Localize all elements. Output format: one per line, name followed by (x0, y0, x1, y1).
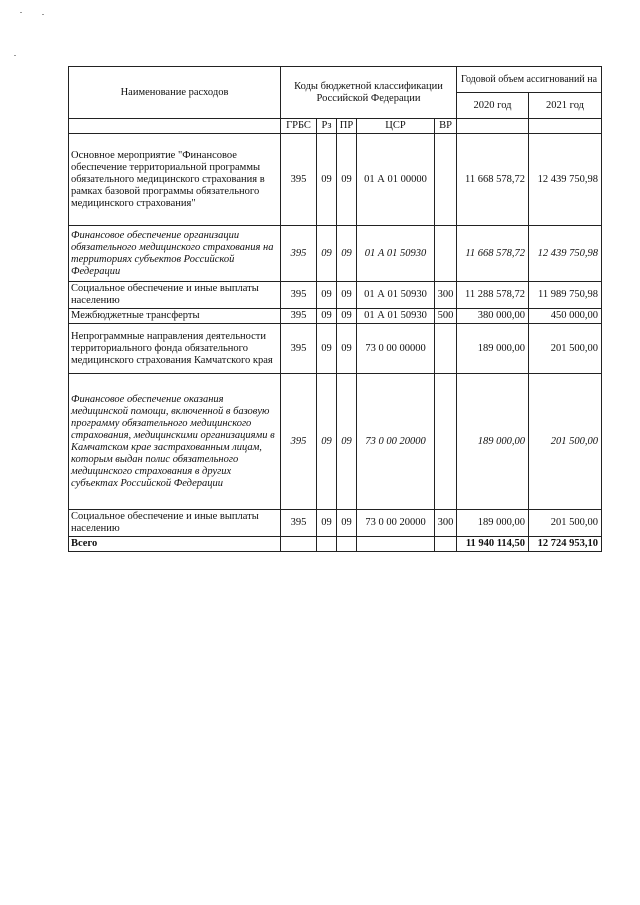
cell-name: Социальное обеспечение и иные выплаты населению (69, 282, 281, 309)
cell-grbs: 395 (281, 510, 317, 537)
cell-vr: 300 (435, 510, 457, 537)
cell-csr: 01 А 01 50930 (357, 226, 435, 282)
cell-grbs: 395 (281, 282, 317, 309)
total-empty (317, 537, 337, 552)
cell-y2020: 189 000,00 (457, 510, 529, 537)
cell-pr: 09 (337, 324, 357, 374)
cell-y2021: 12 439 750,98 (529, 134, 602, 226)
cell-rz: 09 (317, 374, 337, 510)
cell-name: Основное мероприятие "Финансовое обеспечение территориальной программы обязательного медицинского страхования в рамках базовой программы обязательного медицинского страхования" (69, 134, 281, 226)
cell-csr: 73 0 00 00000 (357, 324, 435, 374)
cell-y2021: 201 500,00 (529, 374, 602, 510)
cell-grbs: 395 (281, 226, 317, 282)
scan-speck (20, 12, 22, 13)
total-label: Всего (69, 537, 281, 552)
cell-csr: 73 0 00 20000 (357, 374, 435, 510)
table-row (69, 374, 602, 510)
total-row (69, 537, 602, 552)
cell-name: Непрограммные направления деятельности территориального фонда обязательного медицинского страхования Камчатского края (69, 324, 281, 374)
header-2021: 2021 год (529, 93, 602, 119)
table-row (69, 324, 602, 374)
cell-rz: 09 (317, 226, 337, 282)
cell-csr: 01 А 01 00000 (357, 134, 435, 226)
cell-pr: 09 (337, 134, 357, 226)
header-csr: ЦСР (357, 119, 435, 134)
cell-vr: 300 (435, 282, 457, 309)
cell-rz: 09 (317, 282, 337, 309)
header-name: Наименование расходов (69, 67, 281, 119)
header-rz: Рз (317, 119, 337, 134)
header-2020: 2020 год (457, 93, 529, 119)
total-empty (357, 537, 435, 552)
cell-pr: 09 (337, 226, 357, 282)
cell-pr: 09 (337, 282, 357, 309)
cell-grbs: 395 (281, 374, 317, 510)
budget-table (68, 66, 602, 552)
cell-pr: 09 (337, 309, 357, 324)
table-row (69, 134, 602, 226)
cell-y2021: 11 989 750,98 (529, 282, 602, 309)
cell-name: Финансовое обеспечение оказания медицинской помощи, включенной в базовую программу обязательного медицинского страхования, медицинскими организациями в Камчатском крае застрахованным лицам, которым выдан полис обязательного медицинского страхования в других субъектах Российской Федерации (69, 374, 281, 510)
total-2021: 12 724 953,10 (529, 537, 602, 552)
cell-y2021: 450 000,00 (529, 309, 602, 324)
cell-grbs: 395 (281, 309, 317, 324)
cell-rz: 09 (317, 510, 337, 537)
cell-vr: 500 (435, 309, 457, 324)
cell-y2020: 189 000,00 (457, 324, 529, 374)
cell-y2020: 189 000,00 (457, 374, 529, 510)
scan-speck (14, 55, 16, 56)
header-row-codes (69, 119, 602, 134)
header-empty (69, 119, 281, 134)
total-2020: 11 940 114,50 (457, 537, 529, 552)
total-empty (435, 537, 457, 552)
cell-y2021: 12 439 750,98 (529, 226, 602, 282)
cell-grbs: 395 (281, 324, 317, 374)
cell-rz: 09 (317, 324, 337, 374)
cell-vr (435, 374, 457, 510)
cell-vr (435, 324, 457, 374)
table-row (69, 309, 602, 324)
cell-grbs: 395 (281, 134, 317, 226)
scan-speck (42, 14, 44, 15)
total-empty (337, 537, 357, 552)
cell-rz: 09 (317, 134, 337, 226)
header-grbs: ГРБС (281, 119, 317, 134)
cell-csr: 73 0 00 20000 (357, 510, 435, 537)
cell-y2020: 11 668 578,72 (457, 226, 529, 282)
cell-y2021: 201 500,00 (529, 324, 602, 374)
table-row (69, 226, 602, 282)
cell-vr (435, 226, 457, 282)
table-row (69, 510, 602, 537)
cell-vr (435, 134, 457, 226)
total-empty (281, 537, 317, 552)
cell-pr: 09 (337, 374, 357, 510)
cell-y2020: 11 668 578,72 (457, 134, 529, 226)
header-volume: Годовой объем ассигнований на (457, 67, 602, 93)
header-vr: ВР (435, 119, 457, 134)
cell-y2021: 201 500,00 (529, 510, 602, 537)
cell-rz: 09 (317, 309, 337, 324)
cell-name: Социальное обеспечение и иные выплаты населению (69, 510, 281, 537)
header-row-top (69, 67, 602, 93)
cell-csr: 01 А 01 50930 (357, 282, 435, 309)
cell-pr: 09 (337, 510, 357, 537)
header-pr: ПР (337, 119, 357, 134)
cell-name: Финансовое обеспечение организации обязательного медицинского страхования на территориях субъектов Российской Федерации (69, 226, 281, 282)
cell-y2020: 380 000,00 (457, 309, 529, 324)
table-row (69, 282, 602, 309)
header-codes: Коды бюджетной классификации Российской Федерации (281, 67, 457, 119)
header-empty (529, 119, 602, 134)
header-empty (457, 119, 529, 134)
cell-name: Межбюджетные трансферты (69, 309, 281, 324)
cell-csr: 01 А 01 50930 (357, 309, 435, 324)
table-body (69, 134, 602, 537)
cell-y2020: 11 288 578,72 (457, 282, 529, 309)
